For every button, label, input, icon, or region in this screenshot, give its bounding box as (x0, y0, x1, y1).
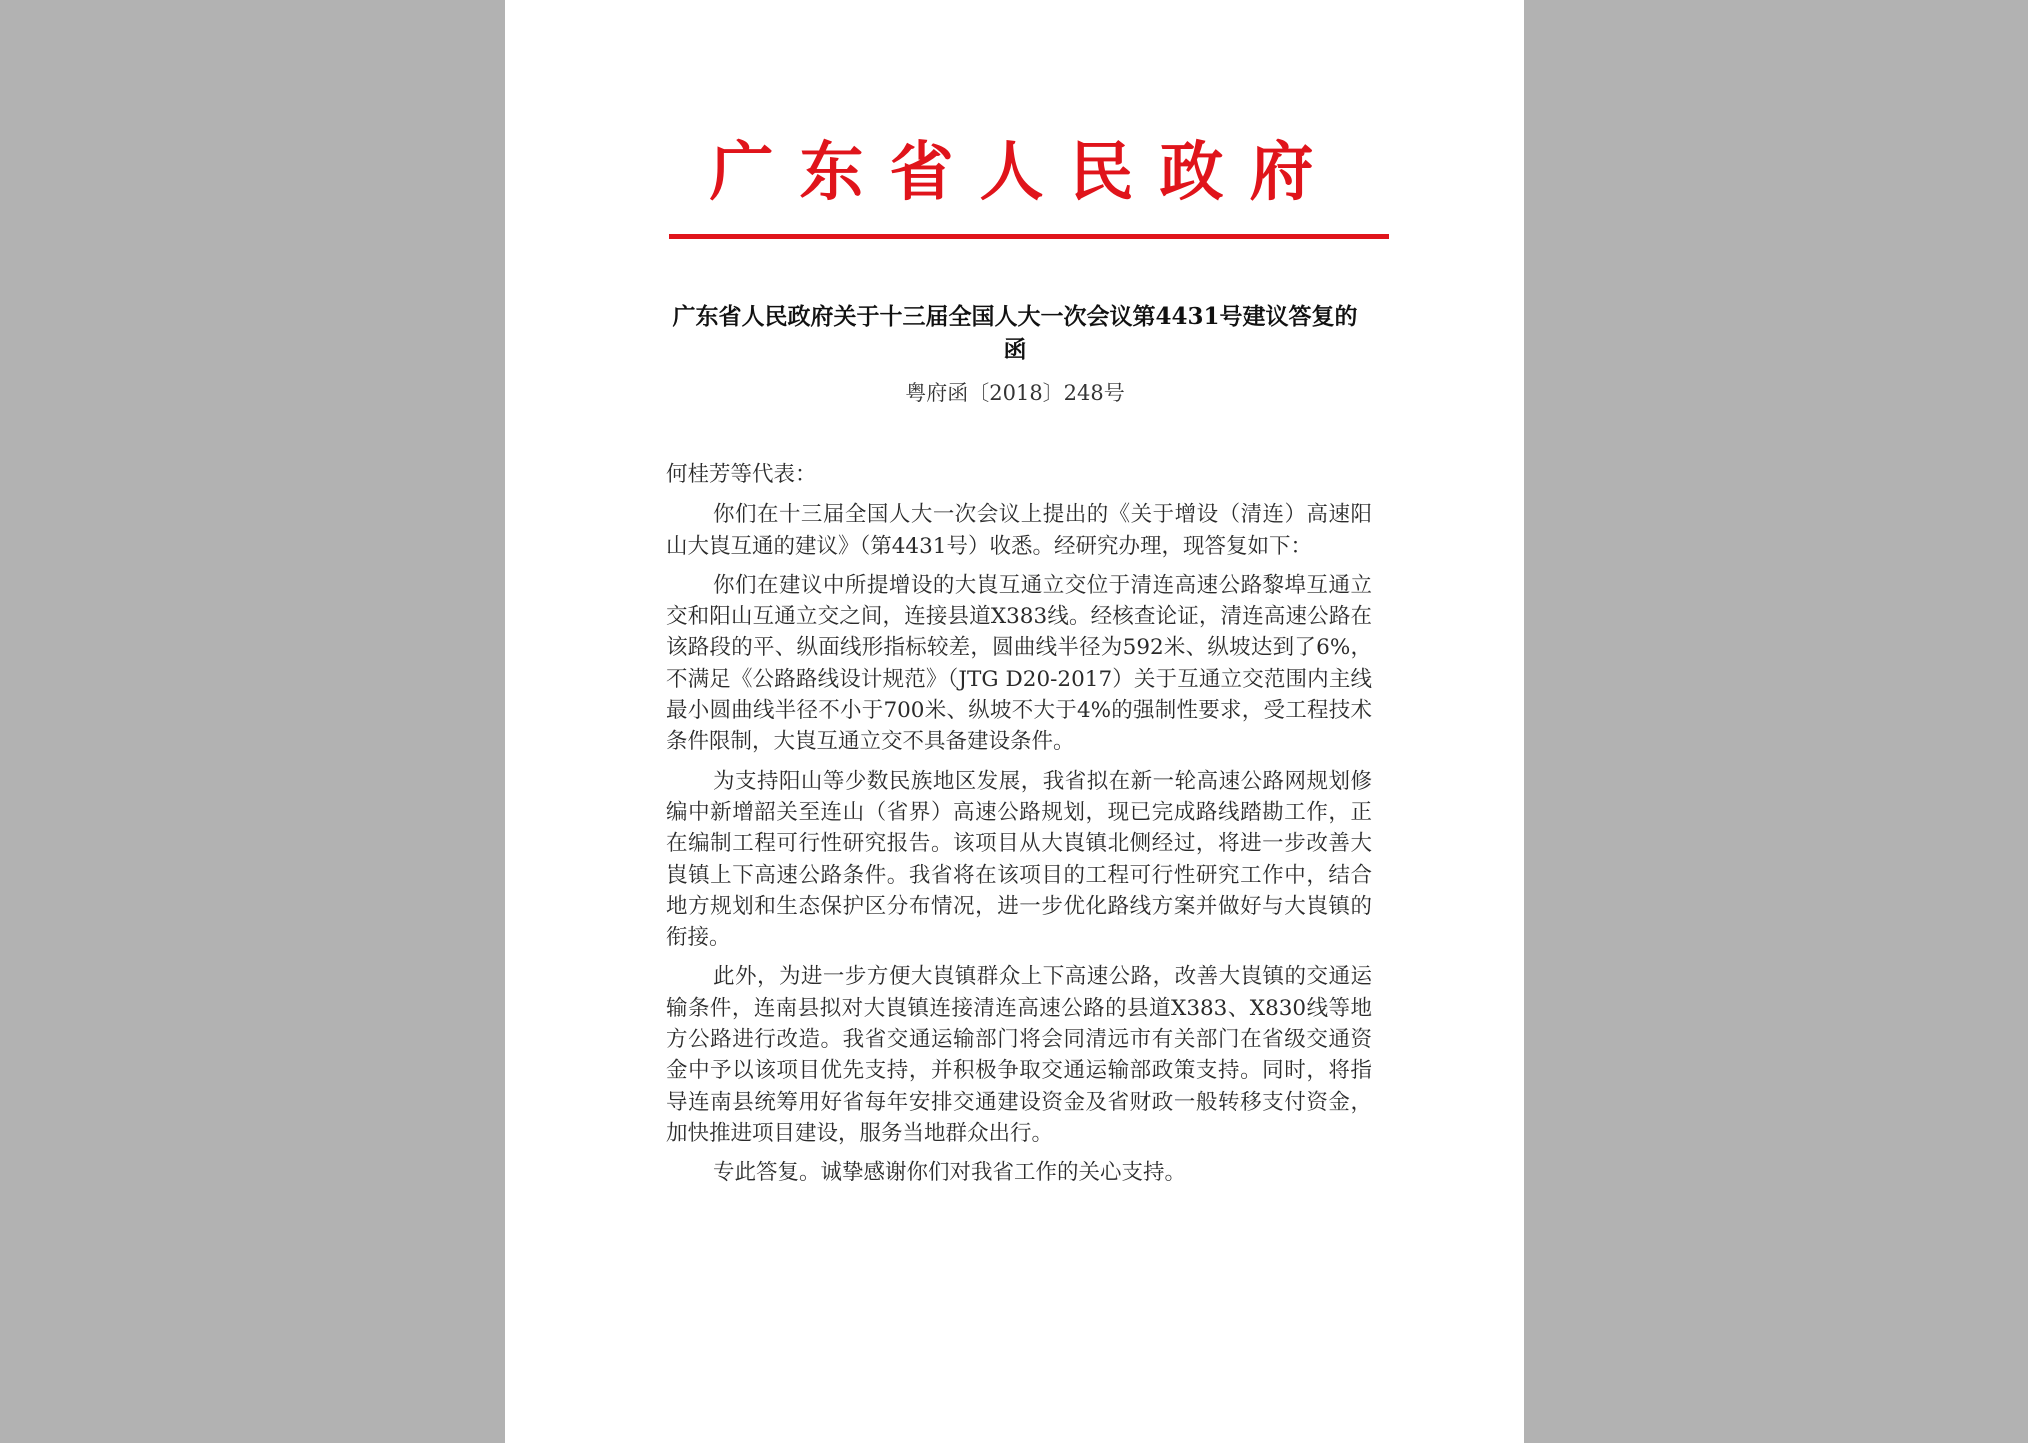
document-body (666, 459, 1372, 1197)
document-page (505, 0, 1524, 1443)
body-paragraph: 你们在十三届全国人大一次会议上提出的《关于增设（清连）高速阳山大崀互通的建议》（第4431号）收悉。经研究办理，现答复如下： (666, 502, 1372, 559)
body-paragraph: 此外，为进一步方便大崀镇群众上下高速公路，改善大崀镇的交通运输条件，连南县拟对大崀镇连接清连高速公路的县道X383、X830线等地方公路进行改造。我省交通运输部门将会同清远市有关部门在省级交通资金中予以该项目优先支持，并积极争取交通运输部政策支持。同时，将指导连南县统筹用好省每年安排交通建设资金及省财政一般转移支付资金，加快推进项目建设，服务当地群众出行。 (666, 964, 1372, 1146)
body-paragraph: 你们在建议中所提增设的大崀互通立交位于清连高速公路黎埠互通立交和阳山互通立交之间，连接县道X383线。经核查论证，清连高速公路在该路段的平、纵面线形指标较差，圆曲线半径为592米、纵坡达到了6%，不满足《公路路线设计规范》（JTG D20-2017）关于互通立交范围内主线最小圆曲线半径不小于700米、纵坡不大于4%的强制性要求，受工程技术条件限制，大崀互通立交不具备建设条件。 (666, 572, 1372, 755)
letterhead: 广东省人民政府 (709, 135, 1340, 210)
letterhead-red-rule (669, 234, 1389, 239)
closing-paragraph: 专此答复。诚挚感谢你们对我省工作的关心支持。 (713, 1160, 1187, 1186)
document-title: 广东省人民政府关于十三届全国人大一次会议第4431号建议答复的函 (672, 303, 1358, 363)
document-number: 粤府函〔2018〕248号 (905, 381, 1125, 405)
salutation: 何桂芳等代表： (666, 462, 817, 487)
body-paragraph: 为支持阳山等少数民族地区发展，我省拟在新一轮高速公路网规划修编中新增韶关至连山（省界）高速公路规划，现已完成路线踏勘工作，正在编制工程可行性研究报告。该项目从大崀镇北侧经过，将进一步改善大崀镇上下高速公路条件。我省将在该项目的工程可行性研究工作中，结合地方规划和生态保护区分布情况，进一步优化路线方案并做好与大崀镇的衔接。 (666, 768, 1372, 951)
